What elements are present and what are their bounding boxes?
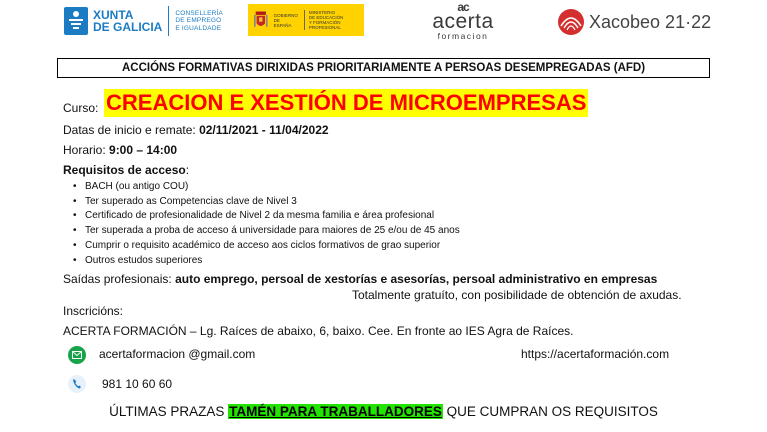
acerta-logo <box>425 2 501 41</box>
gob-t1: GOBIERNO <box>273 12 298 18</box>
schedule-value: 9:00 – 14:00 <box>109 143 178 157</box>
gob-t2: DE ESPAÑA <box>273 17 292 28</box>
phone-icon <box>68 375 86 398</box>
outputs-line <box>63 272 657 287</box>
gob-m2: DE EDUCACIÓN <box>308 15 344 20</box>
requirements-list <box>72 180 460 268</box>
inscriptions-label: Inscricións: <box>63 304 124 318</box>
email-icon <box>68 346 86 364</box>
outputs-value: auto emprego, persoal de xestorías e asesorías, persoal administrativo en empresas <box>175 272 658 286</box>
coat-of-arms-icon <box>254 8 268 32</box>
xunta-line2: DE GALICIA <box>93 20 163 34</box>
footer-part2: QUE CUMPRAN OS REQUISITOS <box>442 404 658 419</box>
email-link[interactable]: acertaformacion @gmail.com <box>99 347 256 361</box>
xunta-sub1: CONSELLERÍA <box>175 9 224 17</box>
list-item: • BACH (ou antigo COU) <box>72 180 460 195</box>
list-item: • Ter superado as Competencias clave de Nivel 3 <box>72 195 460 210</box>
xunta-line1: XUNTA <box>93 8 134 22</box>
footer-highlight: TAMÉN PARA TRABALLADORES <box>229 404 442 419</box>
acerta-word: acerta <box>432 10 494 33</box>
list-item: • Certificado de profesionalidade de Nivel 2 da mesma familia e área profesional <box>72 209 460 224</box>
afd-header: ACCIÓNS FORMATIVAS DIRIXIDAS PRIORITARIAMENTE A PERSOAS DESEMPREGADAS (AFD) <box>57 58 710 78</box>
xunta-sub3: E IGUALDADE <box>175 24 222 32</box>
course-title: CREACION E XESTIÓN DE MICROEMPRESAS <box>106 90 587 115</box>
schedule-line <box>63 143 177 158</box>
xacobeo-shell-icon <box>557 8 585 36</box>
xunta-sub2: DE EMPREGO <box>175 17 222 25</box>
dates-value: 02/11/2021 - 11/04/2022 <box>199 123 329 137</box>
schedule-label: Horario: <box>63 143 110 157</box>
requirements-heading <box>63 163 189 178</box>
gobierno-logo <box>248 4 364 36</box>
xunta-logo <box>63 6 223 36</box>
acerta-mark: ac <box>457 0 469 14</box>
inscriptions-address: ACERTA FORMACIÓN – Lg. Raíces de abaixo, 6, baixo. Cee. En fronte ao IES Agra de Raíces. <box>63 324 574 338</box>
gob-m3: Y FORMACIÓN PROFESIONAL <box>308 20 341 30</box>
website-link[interactable]: https://acertaformación.com <box>521 347 670 361</box>
dates-line <box>63 123 329 138</box>
outputs-label: Saídas profesionais: <box>63 272 176 286</box>
xacobeo-name: Xacobeo 21·22 <box>589 11 712 32</box>
xacobeo-logo <box>557 8 711 36</box>
list-item: • Outros estudos superiores <box>72 254 460 269</box>
acerta-sub: formacion <box>437 31 489 41</box>
dates-label: Datas de inicio e remate: <box>63 123 200 137</box>
xunta-divider <box>168 6 169 36</box>
course-label: Curso: <box>63 101 99 115</box>
requirements-title: Requisitos de acceso <box>63 163 186 177</box>
xunta-shield-icon <box>63 6 89 36</box>
footer-part1: ÚLTIMAS PRAZAS <box>109 404 229 419</box>
requirements-colon: : <box>185 163 190 177</box>
free-note: Totalmente gratuíto, con posibilidade de obtención de axudas. <box>352 288 682 302</box>
list-item: • Ter superada a proba de acceso á universidade para maiores de 25 e/ou de 45 anos <box>72 224 460 239</box>
gob-m1: MINISTERIO <box>308 10 336 15</box>
list-item: • Cumprir o requisito académico de acceso aos ciclos formativos de grao superior <box>72 239 460 254</box>
phone-link[interactable]: 981 10 60 60 <box>102 377 173 391</box>
footer-notice <box>0 403 767 421</box>
